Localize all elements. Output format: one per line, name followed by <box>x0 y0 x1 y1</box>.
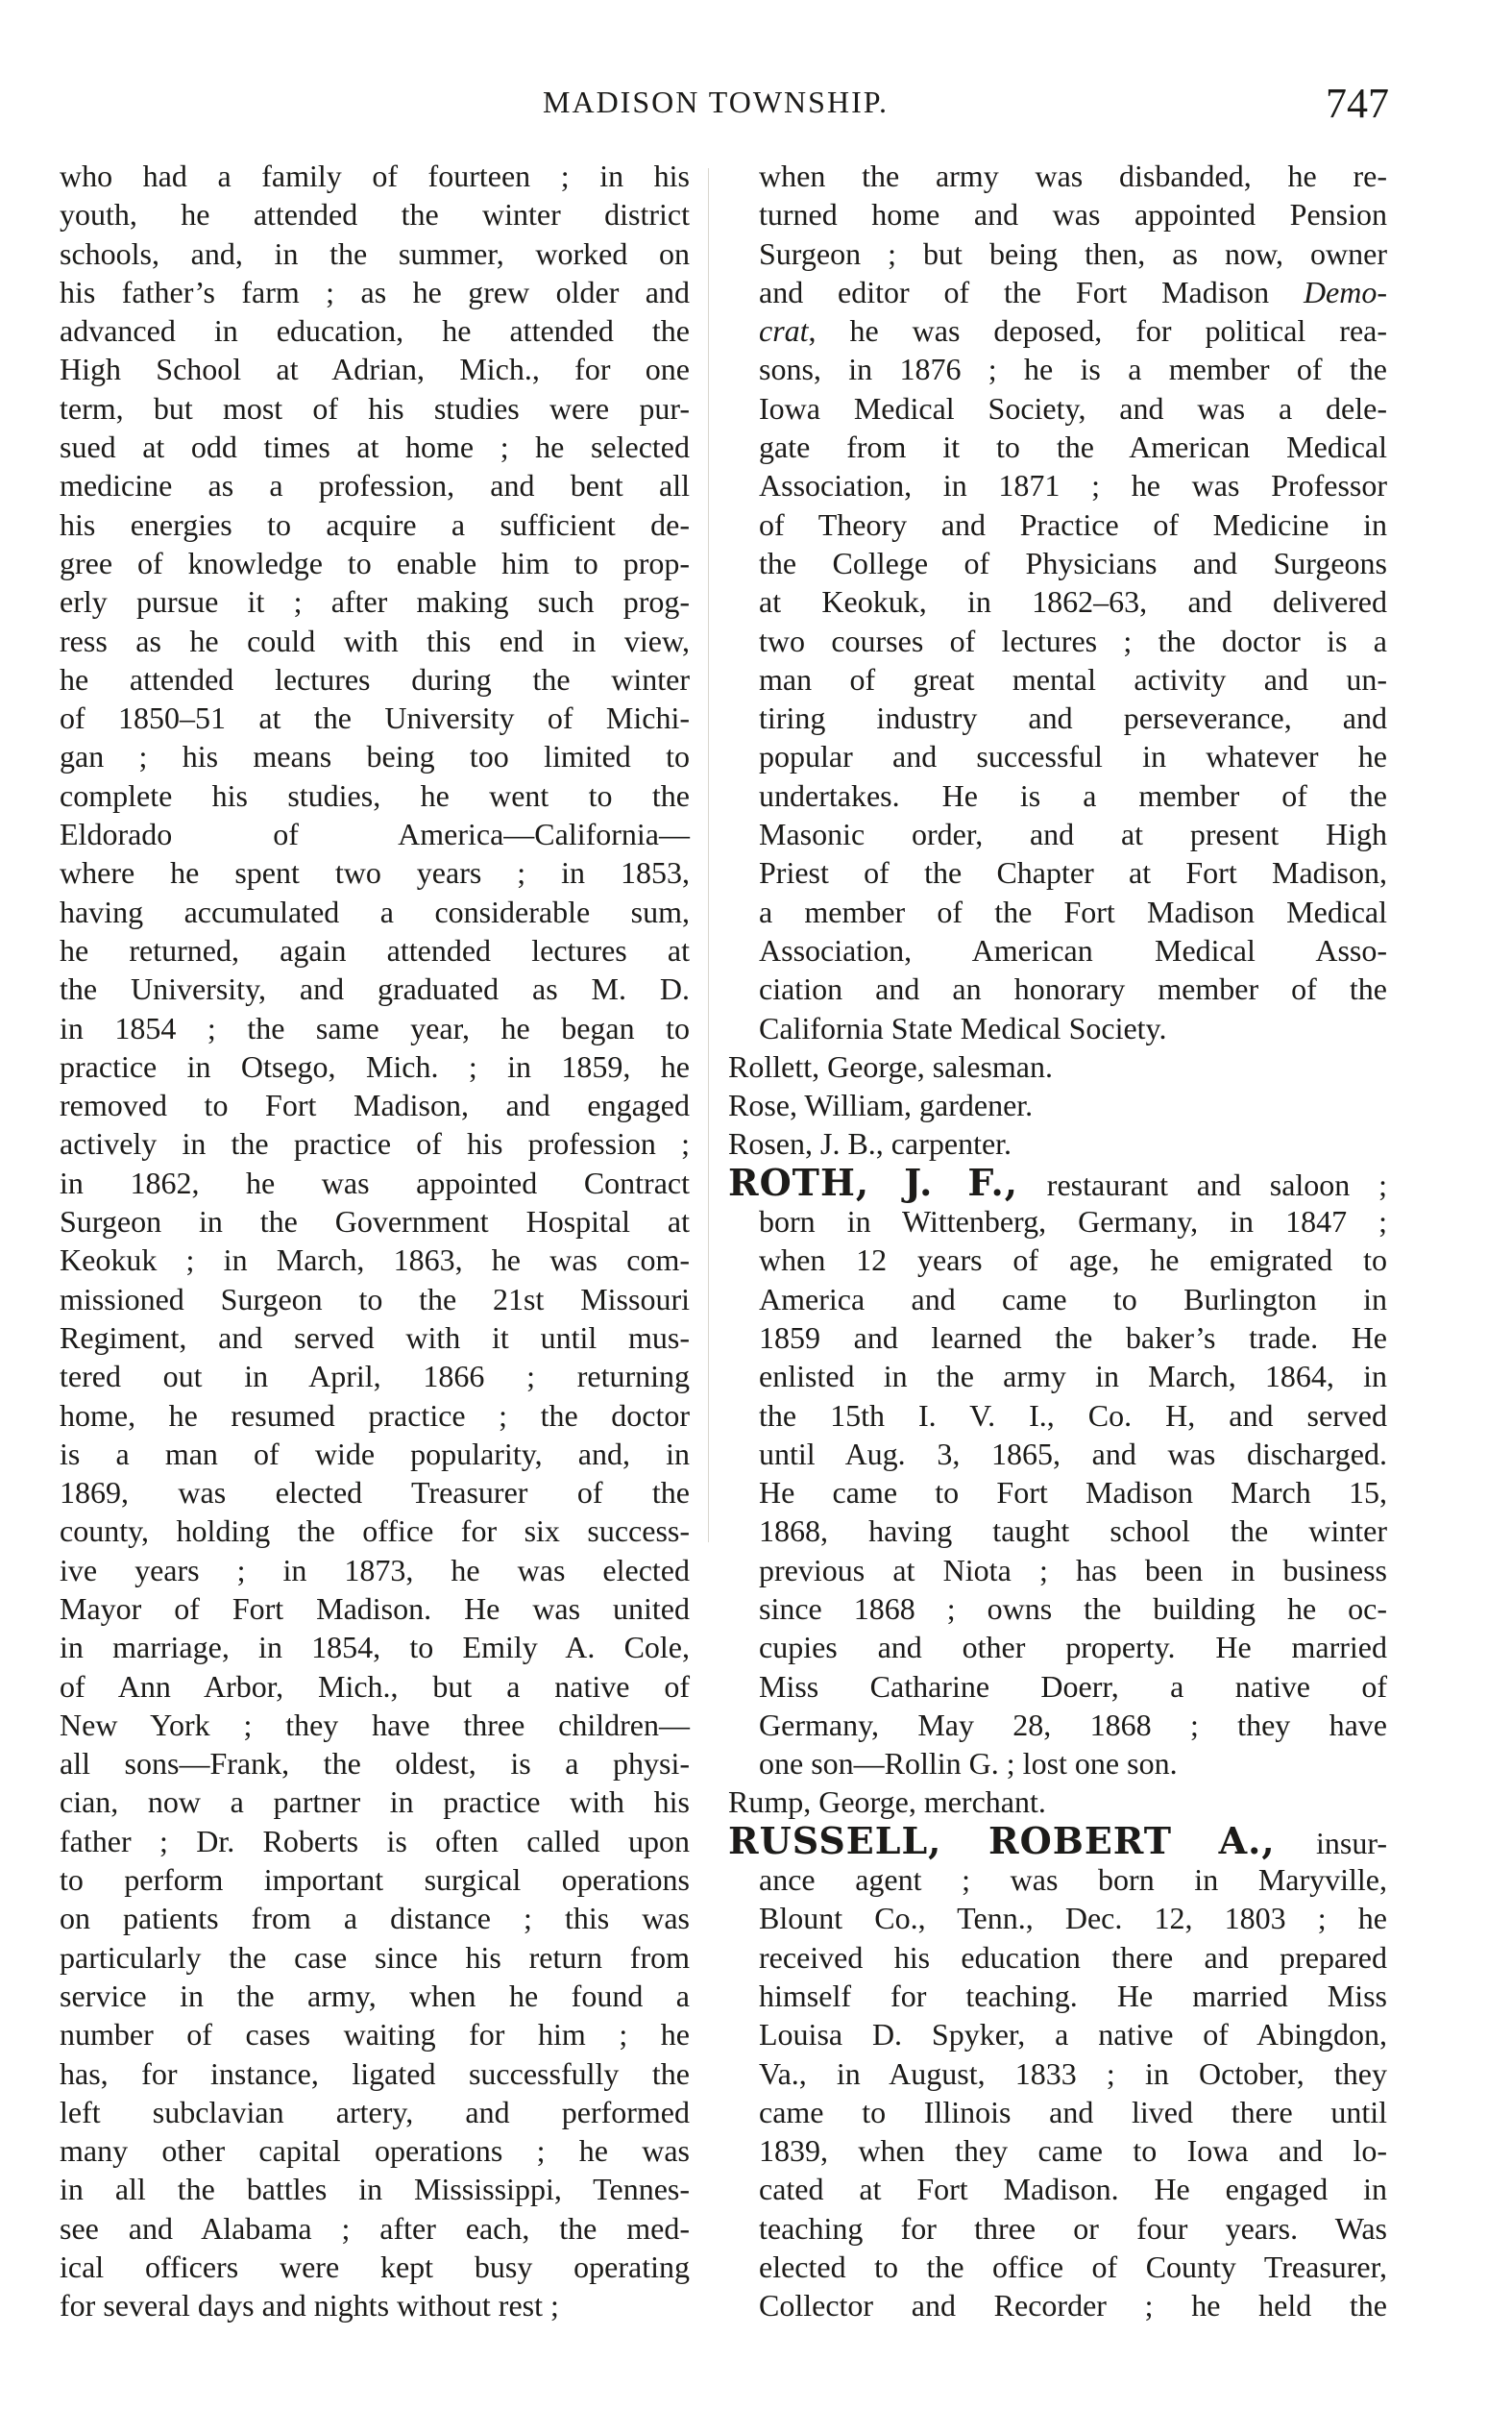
text-line: gan ; his means being too limited to <box>60 739 690 774</box>
directory-entry: Rollett, George, salesman. <box>728 1048 1053 1084</box>
text-line: for several days and nights without rest ; <box>60 2288 559 2323</box>
text-line: left subclavian artery, and performed <box>60 2094 690 2129</box>
running-title: MADISON TOWNSHIP. <box>543 85 889 119</box>
text-line: received his education there and prepared <box>759 1939 1387 1975</box>
text-line: He came to Fort Madison March 15, <box>759 1475 1387 1511</box>
text-line: to perform important surgical operations <box>60 1862 690 1898</box>
text-run: , he was deposed, for political rea- <box>808 313 1387 349</box>
text-line: in all the battles in Mississippi, Tennes- <box>60 2172 690 2207</box>
text-line: tiring industry and perseverance, and <box>759 701 1387 736</box>
entry-name: ROTH, J. F., <box>728 1160 1019 1204</box>
text-line: of Ann Arbor, Mich., but a native of <box>60 1668 690 1704</box>
text-line: medicine as a profession, and bent all <box>60 468 690 504</box>
text-line: Germany, May 28, 1868 ; they have <box>759 1707 1387 1742</box>
text-line: one son—Rollin G. ; lost one son. <box>759 1746 1178 1782</box>
column-divider <box>708 168 709 1542</box>
text-line: undertakes. He is a member of the <box>759 777 1387 813</box>
text-line: Blount Co., Tenn., Dec. 12, 1803 ; he <box>759 1901 1387 1936</box>
newspaper-title: Demo- <box>1303 274 1388 309</box>
text-line: Association, American Medical Asso- <box>759 932 1387 968</box>
text-line: 1868, having taught school the winter <box>759 1513 1387 1549</box>
text-line: Mayor of Fort Madison. He was united <box>60 1590 690 1626</box>
text-line: until Aug. 3, 1865, and was discharged. <box>759 1436 1387 1471</box>
text-line: number of cases waiting for him ; he <box>60 2017 690 2053</box>
text-run: insur- <box>1275 1825 1387 1860</box>
text-line: he returned, again attended lectures at <box>60 932 690 968</box>
entry-name: RUSSELL, ROBERT A., <box>728 1818 1276 1862</box>
text-line: particularly the case since his return from <box>60 1939 690 1975</box>
text-line: missioned Surgeon to the 21st Missouri <box>60 1281 690 1316</box>
text-line: he attended lectures during the winter <box>60 661 690 697</box>
text-line: Surgeon in the Government Hospital at <box>60 1204 690 1240</box>
text-line: sons, in 1876 ; he is a member of the <box>759 352 1387 387</box>
text-run: restaurant and saloon ; <box>1018 1167 1387 1202</box>
text-line: term, but most of his studies were pur- <box>60 390 690 426</box>
text-line: ciation and an honorary member of the <box>759 971 1387 1007</box>
text-line <box>728 311 1387 350</box>
left-column <box>60 157 690 2325</box>
text-line: previous at Niota ; has been in business <box>759 1552 1387 1587</box>
text-line: youth, he attended the winter district <box>60 197 690 233</box>
text-line: ive years ; in 1873, he was elected <box>60 1552 690 1587</box>
text-line: Keokuk ; in March, 1863, he was com- <box>60 1242 690 1278</box>
text-line: county, holding the office for six success- <box>60 1513 690 1549</box>
text-line: of 1850–51 at the University of Michi- <box>60 701 690 736</box>
text-line: in 1862, he was appointed Contract <box>60 1165 690 1200</box>
text-line: ance agent ; was born in Maryville, <box>759 1862 1387 1898</box>
text-line: Miss Catharine Doerr, a native of <box>759 1668 1387 1704</box>
text-line: erly pursue it ; after making such prog- <box>60 584 690 620</box>
text-line: of Theory and Practice of Medicine in <box>759 506 1387 542</box>
directory-entry <box>728 1160 1387 1204</box>
text-line: America and came to Burlington in <box>759 1281 1387 1316</box>
text-line: the 15th I. V. I., Co. H, and served <box>759 1397 1387 1433</box>
text-line: born in Wittenberg, Germany, in 1847 ; <box>759 1204 1387 1240</box>
text-line: his father’s farm ; as he grew older and <box>60 274 690 309</box>
directory-entry: Rose, William, gardener. <box>728 1088 1034 1123</box>
text-line: man of great mental activity and un- <box>759 661 1387 697</box>
right-column <box>728 157 1387 2325</box>
text-line: the University, and graduated as M. D. <box>60 971 690 1007</box>
text-line: Priest of the Chapter at Fort Madison, <box>759 855 1387 891</box>
text-line: the College of Physicians and Surgeons <box>759 545 1387 580</box>
text-line <box>728 273 1387 311</box>
running-head <box>0 80 1512 133</box>
directory-entry <box>728 1818 1387 1862</box>
text-line: Iowa Medical Society, and was a dele- <box>759 390 1387 426</box>
text-line: California State Medical Society. <box>759 1010 1167 1045</box>
text-line: Eldorado of America—California— <box>60 817 690 852</box>
text-line: gree of knowledge to enable him to prop- <box>60 545 690 580</box>
text-line: where he spent two years ; in 1853, <box>60 855 690 891</box>
text-line: two courses of lectures ; the doctor is a <box>759 623 1387 658</box>
text-line: High School at Adrian, Mich., for one <box>60 352 690 387</box>
directory-entry: Rump, George, merchant. <box>728 1784 1046 1820</box>
page-number: 747 <box>1326 80 1389 127</box>
text-line: Va., in August, 1833 ; in October, they <box>759 2055 1387 2091</box>
text-line: 1859 and learned the baker’s trade. He <box>759 1319 1387 1355</box>
text-line: New York ; they have three children— <box>60 1707 690 1742</box>
text-line: has, for instance, ligated successfully the <box>60 2055 690 2091</box>
text-line: popular and successful in whatever he <box>759 739 1387 774</box>
text-line: who had a family of fourteen ; in his <box>60 159 690 193</box>
text-line: advanced in education, he attended the <box>60 313 690 349</box>
text-line: enlisted in the army in March, 1864, in <box>759 1359 1387 1394</box>
text-line: 1869, was elected Treasurer of the <box>60 1475 690 1511</box>
text-line: when the army was disbanded, he re- <box>759 159 1387 193</box>
text-line: ical officers were kept busy operating <box>60 2250 690 2285</box>
text-line: removed to Fort Madison, and engaged <box>60 1088 690 1123</box>
text-line: is a man of wide popularity, and, in <box>60 1436 690 1471</box>
newspaper-title: crat <box>759 313 809 349</box>
text-line: complete his studies, he went to the <box>60 777 690 813</box>
text-line: in marriage, in 1854, to Emily A. Cole, <box>60 1630 690 1665</box>
text-line: since 1868 ; owns the building he oc- <box>759 1590 1387 1626</box>
text-line: actively in the practice of his profession ; <box>60 1126 690 1162</box>
text-line: elected to the office of County Treasurer, <box>759 2250 1387 2285</box>
text-line: in 1854 ; the same year, he began to <box>60 1010 690 1045</box>
text-line: home, he resumed practice ; the doctor <box>60 1397 690 1433</box>
text-line: himself for teaching. He married Miss <box>759 1978 1387 2013</box>
text-line: 1839, when they came to Iowa and lo- <box>759 2133 1387 2169</box>
text-line: Louisa D. Spyker, a native of Abingdon, <box>759 2017 1387 2053</box>
text-line: Association, in 1871 ; he was Professor <box>759 468 1387 504</box>
text-line: having accumulated a considerable sum, <box>60 894 690 929</box>
text-line: Collector and Recorder ; he held the <box>759 2288 1387 2323</box>
text-line: schools, and, in the summer, worked on <box>60 235 690 271</box>
text-line: gate from it to the American Medical <box>759 430 1387 465</box>
text-run: and editor of the Fort Madison <box>759 274 1270 309</box>
text-line: turned home and was appointed Pension <box>759 197 1387 233</box>
text-line: see and Alabama ; after each, the med- <box>60 2210 690 2246</box>
text-line: service in the army, when he found a <box>60 1978 690 2013</box>
text-line: all sons—Frank, the oldest, is a physi- <box>60 1746 690 1782</box>
text-line: a member of the Fort Madison Medical <box>759 894 1387 929</box>
text-line: Regiment, and served with it until mus- <box>60 1319 690 1355</box>
text-line: practice in Otsego, Mich. ; in 1859, he <box>60 1048 690 1084</box>
text-line: Masonic order, and at present High <box>759 817 1387 852</box>
text-line: cian, now a partner in practice with his <box>60 1784 690 1820</box>
text-line: when 12 years of age, he emigrated to <box>759 1242 1387 1278</box>
text-line: on patients from a distance ; this was <box>60 1901 690 1936</box>
text-line: his energies to acquire a sufficient de- <box>60 506 690 542</box>
text-line: teaching for three or four years. Was <box>759 2210 1387 2246</box>
text-line: tered out in April, 1866 ; returning <box>60 1359 690 1394</box>
text-line: many other capital operations ; he was <box>60 2133 690 2169</box>
text-line: father ; Dr. Roberts is often called upon <box>60 1823 690 1858</box>
text-line: ress as he could with this end in view, <box>60 623 690 658</box>
directory-entry: Rosen, J. B., carpenter. <box>728 1126 1012 1162</box>
text-line: came to Illinois and lived there until <box>759 2094 1387 2129</box>
text-line: cated at Fort Madison. He engaged in <box>759 2172 1387 2207</box>
text-line: sued at odd times at home ; he selected <box>60 430 690 465</box>
text-line: at Keokuk, in 1862–63, and delivered <box>759 584 1387 620</box>
text-line: cupies and other property. He married <box>759 1630 1387 1665</box>
text-line: Surgeon ; but being then, as now, owner <box>759 235 1387 271</box>
